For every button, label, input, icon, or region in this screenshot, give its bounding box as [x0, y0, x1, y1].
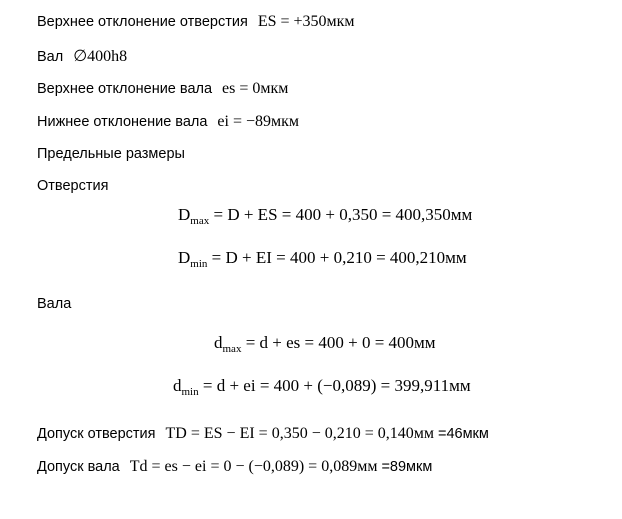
formula-dmax-hole: [178, 205, 472, 227]
formula: ES = +350мкм: [257, 13, 355, 30]
formula-dmin-shaft: [173, 376, 471, 398]
line-hole-upper-deviation: [37, 13, 355, 31]
label-text: Верхнее отклонение отверстия: [37, 14, 248, 30]
formula: Td = es − ei = 0 − (−0,089) = 0,089мм: [129, 458, 378, 475]
line-shaft-lower-deviation: [37, 113, 299, 131]
formula-tail: =89мкм: [381, 459, 433, 475]
formula-sub: max: [190, 215, 210, 227]
formula-main: D: [178, 248, 191, 267]
formula-main: d: [214, 333, 223, 352]
formula: es = 0мкм: [222, 80, 289, 97]
formula-rest: = D + EI = 400 + 0,210 = 400,210мм: [207, 248, 467, 267]
formula: ∅400h8: [73, 48, 128, 65]
formula-sub: max: [222, 343, 242, 355]
line-shaft: [37, 46, 127, 66]
label-text: Допуск отверстия: [37, 426, 156, 442]
line-shaft-upper-deviation: [37, 80, 288, 98]
formula-sub: min: [190, 258, 208, 270]
heading-limit-sizes: Предельные размеры: [37, 146, 185, 162]
formula: TD = ES − EI = 0,350 − 0,210 = 0,140мм: [165, 425, 434, 442]
formula-rest: = d + ei = 400 + (−0,089) = 399,911мм: [198, 376, 471, 395]
formula: ei = −89мкм: [217, 113, 300, 130]
heading-shaft: Вала: [37, 296, 72, 312]
formula-main: D: [178, 205, 191, 224]
label-text: Нижнее отклонение вала: [37, 114, 208, 130]
label-text: Вал: [37, 49, 64, 65]
heading-hole: Отверстия: [37, 178, 109, 194]
label-text: Верхнее отклонение вала: [37, 81, 213, 97]
formula-rest: = d + es = 400 + 0 = 400мм: [241, 333, 436, 352]
formula-main: d: [173, 376, 182, 395]
formula-tail: =46мкм: [437, 426, 489, 442]
formula-dmax-shaft: [214, 333, 436, 355]
label-text: Допуск вала: [37, 459, 120, 475]
formula-rest: = D + ES = 400 + 0,350 = 400,350мм: [209, 205, 473, 224]
formula-sub: min: [181, 386, 199, 398]
line-hole-tolerance: [37, 425, 489, 443]
line-shaft-tolerance: [37, 458, 432, 476]
formula-dmin-hole: [178, 248, 467, 270]
